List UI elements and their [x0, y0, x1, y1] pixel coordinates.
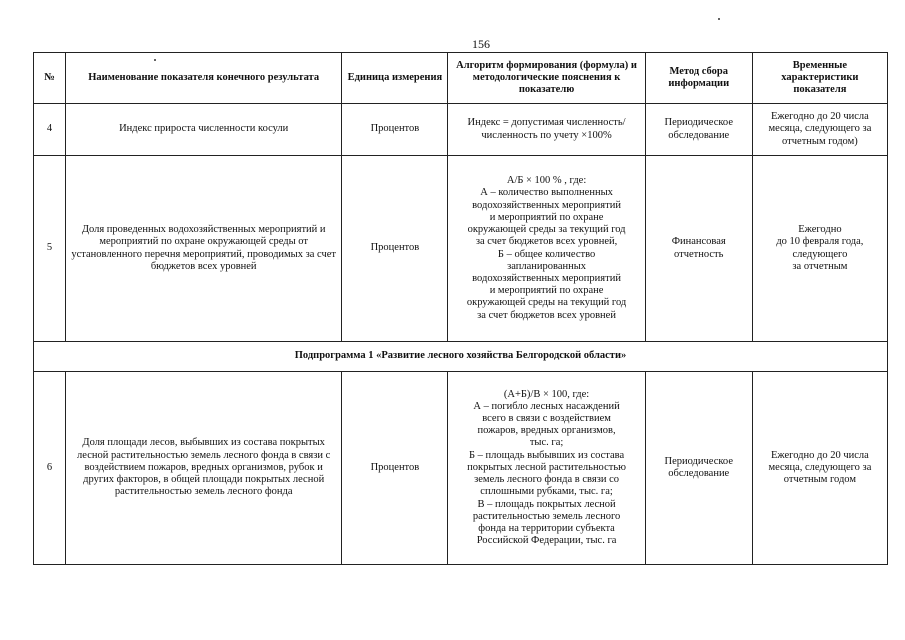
- timing-cell: Ежегодно до 20 числа месяца, следующего за отчетным годом: [752, 372, 887, 565]
- algorithm-line: за счет бюджетов всех уровней,: [475, 236, 618, 248]
- algorithm-line: земель лесного фонда в связи со: [474, 474, 619, 486]
- header-number: №: [34, 53, 66, 104]
- table-row: [34, 156, 888, 342]
- algorithm-line: растительностью земель лесного: [472, 510, 621, 522]
- scan-speck: [718, 18, 720, 20]
- algorithm-line: численность по учету ×100%: [481, 129, 612, 141]
- method-cell: Финансовая отчетность: [645, 156, 752, 342]
- algorithm-line: за счет бюджетов всех уровней: [477, 309, 616, 321]
- timing-line: за отчетным: [792, 260, 848, 272]
- algorithm-line: водохозяйственных мероприятий: [472, 272, 621, 284]
- unit-cell: Процентов: [342, 372, 448, 565]
- algorithm-line: Б – общее количество: [497, 248, 596, 260]
- algorithm-line: тыс. га;: [529, 437, 564, 449]
- algorithm-line: запланированных: [507, 260, 587, 272]
- algorithm-line: А – количество выполненных: [480, 187, 613, 199]
- algorithm-line: (А+Б)/В × 100, где:: [503, 388, 590, 400]
- algorithm-cell: [448, 104, 645, 156]
- algorithm-line: и мероприятий по охране: [489, 211, 604, 223]
- algorithm-line: покрытых лесной растительностью: [467, 461, 626, 473]
- timing-cell: [752, 156, 887, 342]
- algorithm-cell: [448, 156, 645, 342]
- algorithm-line: сплошными рубками, тыс. га;: [480, 486, 613, 498]
- unit-cell: Процентов: [342, 156, 448, 342]
- algorithm-line: фонда на территории субъекта: [478, 522, 615, 534]
- algorithm-line: окружающей среды за текущий год: [467, 224, 626, 236]
- algorithm-line: Российской Федерации, тыс. га: [476, 535, 617, 547]
- header-timing: Временные характеристики показателя: [752, 53, 887, 104]
- header-unit: Единица измерения: [342, 53, 448, 104]
- unit-cell: Процентов: [342, 104, 448, 156]
- algorithm-line: всего в связи с воздействием: [482, 413, 611, 425]
- subprogram-row: [34, 342, 888, 372]
- header-indicator-name: Наименование показателя конечного результата: [66, 53, 342, 104]
- algorithm-line: окружающей среды на текущий год: [466, 297, 627, 309]
- header-collection-method: Метод сбора информации: [645, 53, 752, 104]
- algorithm-line: Б – площадь выбывших из состава: [468, 449, 625, 461]
- table-row: [34, 104, 888, 156]
- row-number: 4: [34, 104, 66, 156]
- algorithm-line: и мероприятий по охране: [489, 285, 604, 297]
- timing-line: следующего: [792, 248, 848, 260]
- table-header-row: [34, 53, 888, 104]
- algorithm-line: А – погибло лесных насаждений: [473, 400, 620, 412]
- row-number: 6: [34, 372, 66, 565]
- table-row: [34, 372, 888, 565]
- algorithm-cell: [448, 372, 645, 565]
- indicator-name: Доля проведенных водохозяйственных мероприятий и мероприятий по охране окружающей среды от установленного перечня мероприятий, проводимых за счет бюджетов всех уровней: [66, 156, 342, 342]
- algorithm-line: водохозяйственных мероприятий: [472, 199, 621, 211]
- indicators-table: [33, 52, 888, 565]
- method-cell: Периодическое обследование: [645, 104, 752, 156]
- timing-line: до 10 февраля года,: [776, 236, 864, 248]
- algorithm-line: Индекс = допустимая численность/: [467, 117, 626, 129]
- timing-line: Ежегодно: [798, 224, 842, 236]
- algorithm-line: пожаров, вредных организмов,: [477, 425, 616, 437]
- subprogram-title: Подпрограмма 1 «Развитие лесного хозяйства Белгородской области»: [34, 342, 888, 372]
- indicator-name: Доля площади лесов, выбывших из состава покрытых лесной растительностью земель лесного фонда в связи с воздействием пожаров, вредных организмов, рубок и других факторов, в общей площади покрытых лесной растительностью земель лесного фонда: [66, 372, 342, 565]
- indicator-name: Индекс прироста численности косули: [66, 104, 342, 156]
- page-number: 156: [472, 37, 490, 51]
- timing-cell: Ежегодно до 20 числа месяца, следующего за отчетным годом): [752, 104, 887, 156]
- row-number: 5: [34, 156, 66, 342]
- algorithm-line: А/Б × 100 % , где:: [506, 175, 587, 187]
- header-algorithm: Алгоритм формирования (формула) и методологические пояснения к показателю: [448, 53, 645, 104]
- algorithm-line: В – площадь покрытых лесной: [477, 498, 616, 510]
- method-cell: Периодическое обследование: [645, 372, 752, 565]
